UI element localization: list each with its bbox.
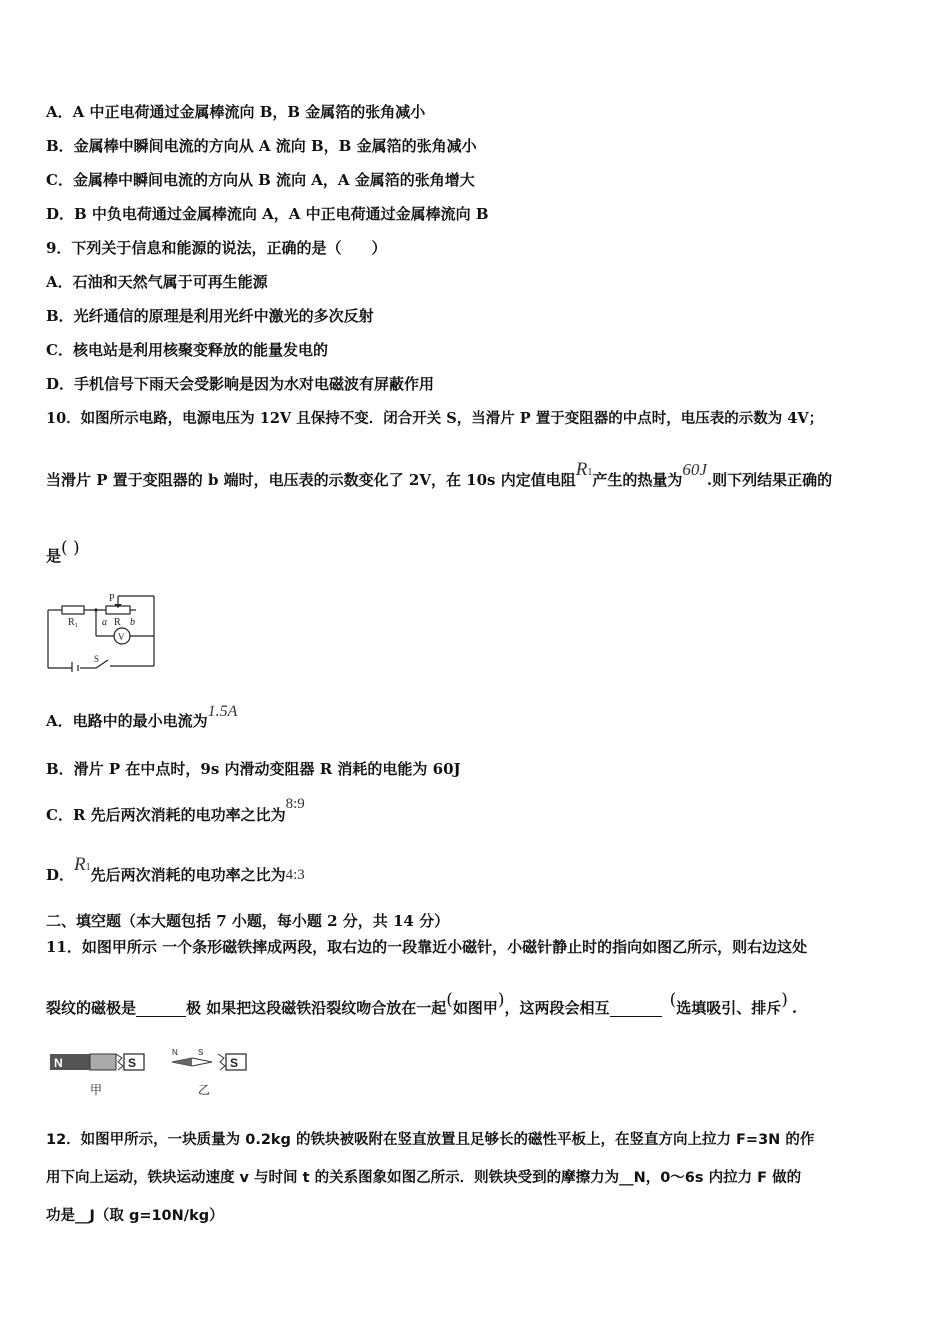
q11-line1: 11．如图甲所示 一个条形磁铁摔成两段，取右边的一段靠近小磁针，小磁针静止时的指向如图乙所示，则右边这处 <box>46 938 808 956</box>
q8-option-d: D．B 中负电荷通过金属棒流向 A，A 中正电荷通过金属棒流向 B <box>46 205 489 223</box>
q10-stem-line2 <box>46 459 833 492</box>
q10-stem-line2-c: .则下列结果正确的 <box>706 471 833 489</box>
option-a-value: 1.5A <box>207 703 238 720</box>
label-n2: N <box>172 1048 178 1057</box>
circuit-diagram <box>44 590 160 672</box>
label-jia: 甲 <box>90 1083 103 1097</box>
label-r1: R₁ <box>68 617 79 628</box>
magnet-figure <box>48 1044 248 1100</box>
q10-stem-line2-a: 当滑片 P 置于变阻器的 b 端时，电压表的示数变化了 2V，在 10s 内定值电阻 <box>46 471 576 489</box>
q12-line1: 12．如图甲所示，一块质量为 0.2kg 的铁块被吸附在竖直放置且足够长的磁性平板上，在竖直方向上拉力 F=3N 的作 <box>46 1132 815 1148</box>
q12-line2: 用下向上运动，铁块运动速度 v 与时间 t 的关系图象如图乙所示．则铁块受到的摩擦力为__N，0～6s 内拉力 F 做的 <box>46 1170 802 1186</box>
q10-stem-line2-b: 产生的热量为 <box>592 471 683 489</box>
q11-line2: 裂纹的磁极是 极 如果把这段磁铁沿裂纹吻合放在一起(如图甲)，这两段会相互 (选填吸引、排斥) . <box>46 990 798 1017</box>
r1-symbol: R1 <box>575 459 593 480</box>
q10-option-a: A．电路中的最小电流为1.5A <box>46 703 238 730</box>
r1-resistor <box>62 606 84 614</box>
section-title: 二、填空题（本大题包括 7 小题，每小题 2 分，共 14 分） <box>46 912 450 930</box>
q9-option-a: A．石油和天然气属于可再生能源 <box>46 273 268 291</box>
blank-1[interactable] <box>136 1002 186 1017</box>
label-b: b <box>130 617 135 628</box>
option-c-value: 8:9 <box>285 796 305 812</box>
r1-symbol-d: R1 <box>74 854 91 875</box>
label-n: N <box>54 1056 63 1070</box>
q10-option-b: B．滑片 P 在中点时，9s 内滑动变阻器 R 消耗的电能为 60J <box>46 760 461 778</box>
label-v: V <box>118 632 125 642</box>
q8-option-c: C．金属棒中瞬间电流的方向从 B 流向 A，A 金属箔的张角增大 <box>46 171 475 189</box>
q10-option-c: C．R 先后两次消耗的电功率之比为8:9 <box>46 796 305 824</box>
heat-value: 60J <box>682 460 707 479</box>
q10-stem-line1: 10．如图所示电路，电源电压为 12V 且保持不变．闭合开关 S，当滑片 P 置于变阻器的中点时，电压表的示数为 4V； <box>46 410 824 427</box>
label-s1: S <box>128 1056 137 1070</box>
label-s2: S <box>198 1048 204 1057</box>
label-p: P <box>109 593 115 604</box>
q9-option-c: C．核电站是利用核聚变释放的能量发电的 <box>46 341 328 359</box>
q8-option-a: A．A 中正电荷通过金属棒流向 B，B 金属箔的张角减小 <box>46 103 426 121</box>
q9-option-d: D．手机信号下雨天会受影响是因为水对电磁波有屏蔽作用 <box>46 375 435 393</box>
label-a: a <box>102 617 107 628</box>
label-yi: 乙 <box>198 1083 211 1097</box>
label-r: R <box>114 617 121 628</box>
answer-paren: ( ) <box>61 538 80 558</box>
option-d-value: 4:3 <box>285 867 305 883</box>
q9-option-b: B．光纤通信的原理是利用光纤中激光的多次反射 <box>46 307 374 325</box>
q12-line3: 功是__J（取 g=10N/kg） <box>46 1208 224 1224</box>
label-s: S <box>94 654 100 664</box>
q8-option-b: B．金属棒中瞬间电流的方向从 A 流向 B，B 金属箔的张角减小 <box>46 137 477 155</box>
q10-option-d: D．R1先后两次消耗的电功率之比为4:3 <box>46 854 305 884</box>
q10-stem-line3: 是( ) <box>46 538 80 565</box>
blank-2[interactable] <box>610 1002 662 1017</box>
label-s3: S <box>230 1056 239 1070</box>
q9-stem: 9．下列关于信息和能源的说法，正确的是（ ） <box>46 239 387 257</box>
